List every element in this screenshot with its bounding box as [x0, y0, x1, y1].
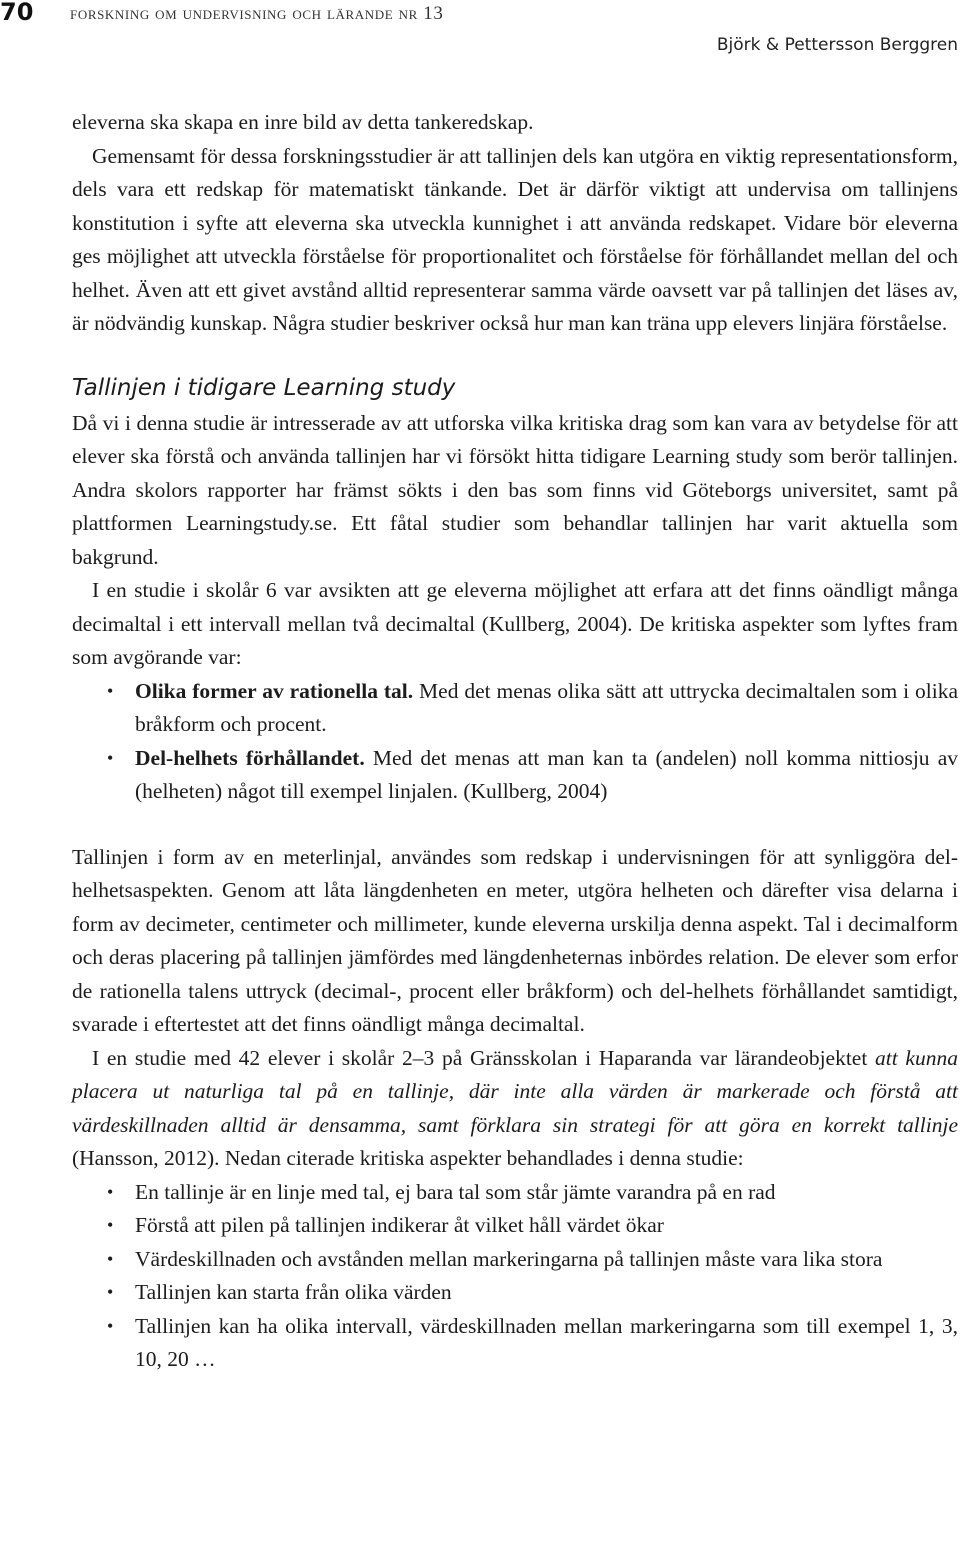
list-item-text: Med det menas olika sätt att uttrycka decimaltalen som i olika bråkform och procent. — [135, 678, 959, 736]
paragraph-text: (Hansson, 2012). Nedan citerade kritiska aspekter behandlades i denna studie: — [72, 1146, 744, 1170]
section-heading: Tallinjen i tidigare Learning study — [72, 374, 456, 401]
list-item: • Värdeskillnaden och avstånden mellan markeringarna på tallinjen måste vara lika stora — [135, 1243, 958, 1277]
list-item: • En tallinje är en linje med tal, ej bara tal som står jämte varandra på en rad — [135, 1176, 958, 1210]
list-item-term: Olika former av rationella tal. — [135, 678, 414, 703]
list-item — [135, 675, 958, 742]
list-item: • Förstå att pilen på tallinjen indikerar åt vilket håll värdet ökar — [135, 1209, 958, 1243]
list-item: • Tallinjen kan starta från olika värden — [135, 1276, 958, 1310]
learning-object-quote: att kunna placera ut naturliga tal på en tallinje, där inte alla värden är markerade och förstå att värdeskillnaden alltid är densamma, samt förklara sin strategi för att göra en korrekt tallinje — [72, 1045, 958, 1137]
article-body — [72, 106, 958, 1377]
list-item — [135, 742, 958, 809]
running-head: forskning om undervisning och lärande nr 13 — [70, 3, 444, 24]
list-item-term: Del-helhets förhållandet. — [135, 745, 365, 770]
paragraph: Tallinjen i form av en meterlinjal, användes som redskap i undervisningen för att synliggöra del-helhetsaspekten. Genom att låta längdenheten en meter, utgöra helheten och därefter visa delarna i form av decimeter, centimeter och millimeter, kunde eleverna urskilja denna aspekt. Tal i decimalform och deras placering på tallinjen jämfördes med längdenheternas inbördes relation. De elever som erfor de rationella talens uttryck (decimal-, procent eller bråkform) och del-helhets förhållandet samtidigt, svarade i eftertestet att det finns oändligt många decimaltal. — [72, 844, 958, 1036]
paragraph: Gemensamt för dessa forskningsstudier är att tallinjen dels kan utgöra en viktig representationsform, dels vara ett redskap för matematiskt tänkande. Det är därför viktigt att undervisa om tallinjens konstitution i syfte att eleverna ska utveckla kunnighet i att använda redskapet. Vidare bör eleverna ges möjlighet att utveckla förståelse för proportionalitet och förståelse för förhållandet mellan del och helhet. Även att ett givet avstånd alltid representerar samma värde oavsett var på tallinjen det läses av, är nödvändig kunskap. Några studier beskriver också hur man kan träna upp elevers linjära förståelse. — [72, 143, 958, 335]
author-line: Björk & Pettersson Berggren — [716, 35, 958, 55]
paragraph-text: I en studie med 42 elever i skolår 2–3 på Gränsskolan i Haparanda var lärandeobjektet — [92, 1045, 876, 1070]
bullet-list — [72, 1176, 958, 1377]
list-item-text: Med det menas att man kan ta (andelen) noll komma nittiosju av (helheten) något till exempel linjalen. (Kullberg, 2004) — [135, 745, 958, 803]
paragraph: eleverna ska skapa en inre bild av detta tankeredskap. — [72, 110, 534, 134]
page-number: 70 — [0, 0, 34, 26]
bullet-list — [72, 675, 958, 809]
paragraph — [72, 1042, 958, 1176]
paragraph: Då vi i denna studie är intresserade av att utforska vilka kritiska drag som kan vara av betydelse för att elever ska förstå och använda tallinjen har vi försökt hitta tidigare Learning study som berör tallinjen. Andra skolors rapporter har främst sökts i den bas som finns vid Göteborgs universitet, samt på plattformen Learningstudy.se. Ett fåtal studier som behandlar tallinjen har varit aktuella som bakgrund. — [72, 410, 958, 569]
list-item: • Tallinjen kan ha olika intervall, värdeskillnaden mellan markeringarna som till exempel 1, 3, 10, 20 … — [135, 1310, 958, 1377]
paragraph: I en studie i skolår 6 var avsikten att ge eleverna möjlighet att erfara att det finns oändligt många decimaltal i ett intervall mellan två decimaltal (Kullberg, 2004). De kritiska aspekter som lyftes fram som avgörande var: — [72, 578, 958, 669]
